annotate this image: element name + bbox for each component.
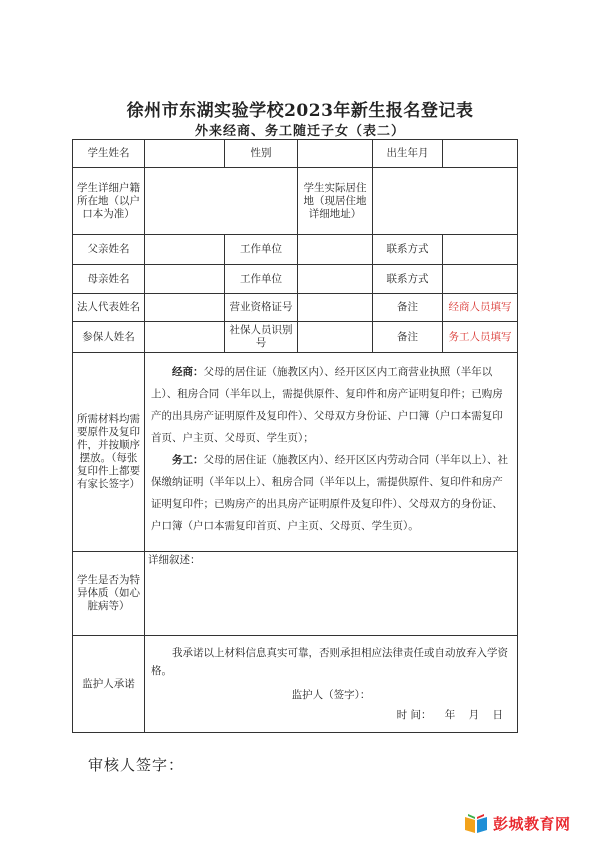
registration-table — [72, 139, 518, 733]
mother-work-label: 工作单位 — [225, 265, 298, 294]
form-subtitle: 外来经商、务工随迁子女（表二） — [194, 124, 405, 139]
mother-work-field[interactable] — [298, 265, 373, 294]
materials-label: 所需材料均需要原件及复印件，并按顺序摆放。（每张复印件上都要有家长签字） — [73, 353, 145, 552]
mother-name-label: 母亲姓名 — [73, 265, 145, 294]
birth-field[interactable] — [443, 140, 518, 168]
special-label: 学生是否为特异体质（如心脏病等） — [73, 552, 145, 636]
guardian-label: 监护人承诺 — [73, 636, 145, 733]
row-materials — [73, 353, 518, 552]
row-father — [73, 235, 518, 265]
materials-content — [145, 353, 518, 552]
student-name-field[interactable] — [145, 140, 225, 168]
license-label: 营业资格证号 — [225, 294, 298, 322]
guardian-pledge — [145, 636, 518, 733]
special-detail-label: 详细叙述： — [148, 554, 201, 566]
row-address — [73, 168, 518, 235]
row-special — [73, 552, 518, 636]
license-field[interactable] — [298, 294, 373, 322]
legal-rep-label: 法人代表姓名 — [73, 294, 145, 322]
site-logo — [463, 808, 595, 838]
legal-rep-field[interactable] — [145, 294, 225, 322]
birth-label: 出生年月 — [373, 140, 443, 168]
materials-worker — [151, 449, 511, 537]
merchant-note: 经商人员填写 — [443, 294, 518, 322]
book-logo-icon — [463, 811, 489, 835]
worker-text: 父母的居住证（施教区内）、经开区区内劳动合同（半年以上）、社保缴纳证明（半年以上）、租房合同（半年以上，需提供原件、复印件和房产证明复印件；已购房产的出具房产证明原件及复印件）、父母双方的身份证、户口簿（户口本需复印首页、户主页、父母页、学生页）。 — [151, 454, 508, 532]
registry-field[interactable] — [145, 168, 298, 235]
worker-heading: 务工： — [172, 454, 204, 466]
insured-label: 参保人姓名 — [73, 322, 145, 353]
residence-field[interactable] — [373, 168, 518, 235]
row-mother — [73, 265, 518, 294]
merchant-remark-label: 备注 — [373, 294, 443, 322]
logo-text: 彭城教育网 — [493, 814, 571, 833]
mother-name-field[interactable] — [145, 265, 225, 294]
guardian-date-line[interactable]: 时 间： 年 月 日 — [396, 709, 503, 721]
mother-contact-field[interactable] — [443, 265, 518, 294]
social-security-label: 社保人员识别号 — [225, 322, 298, 353]
merchant-text: 父母的居住证（施教区内）、经开区区内工商营业执照（半年以上）、租房合同（半年以上，需提供原件、复印件和房产证明复印件；已购房产的出具房产证明原件及复印件）、父母双方身份证、户口簿（户口本需复印首页、户主页、父母页、学生页）； — [151, 366, 503, 444]
special-detail-field[interactable] — [145, 552, 518, 636]
row-insured — [73, 322, 518, 353]
guardian-signature-line[interactable]: 监护人（签字）： — [291, 689, 371, 701]
father-contact-field[interactable] — [443, 235, 518, 265]
merchant-heading: 经商： — [172, 366, 204, 378]
father-work-field[interactable] — [298, 235, 373, 265]
row-student-basic — [73, 140, 518, 168]
insured-field[interactable] — [145, 322, 225, 353]
materials-merchant — [151, 361, 511, 449]
row-guardian — [73, 636, 518, 733]
father-name-label: 父亲姓名 — [73, 235, 145, 265]
father-work-label: 工作单位 — [225, 235, 298, 265]
residence-label: 学生实际居住地（现居住地详细地址） — [298, 168, 373, 235]
worker-remark-label: 备注 — [373, 322, 443, 353]
father-name-field[interactable] — [145, 235, 225, 265]
reviewer-signature-label: 审核人签字： — [88, 756, 185, 774]
father-contact-label: 联系方式 — [373, 235, 443, 265]
gender-label: 性别 — [225, 140, 298, 168]
registry-label: 学生详细户籍所在地（以户口本为准） — [73, 168, 145, 235]
pledge-text: 我承诺以上材料信息真实可靠，否则承担相应法律责任或自动放弃入学资格。 — [151, 647, 508, 677]
form-title: 徐州市东湖实验学校2023年新生报名登记表 — [126, 101, 474, 121]
mother-contact-label: 联系方式 — [373, 265, 443, 294]
worker-note: 务工人员填写 — [443, 322, 518, 353]
social-security-field[interactable] — [298, 322, 373, 353]
student-name-label: 学生姓名 — [73, 140, 145, 168]
row-legal-rep — [73, 294, 518, 322]
gender-field[interactable] — [298, 140, 373, 168]
